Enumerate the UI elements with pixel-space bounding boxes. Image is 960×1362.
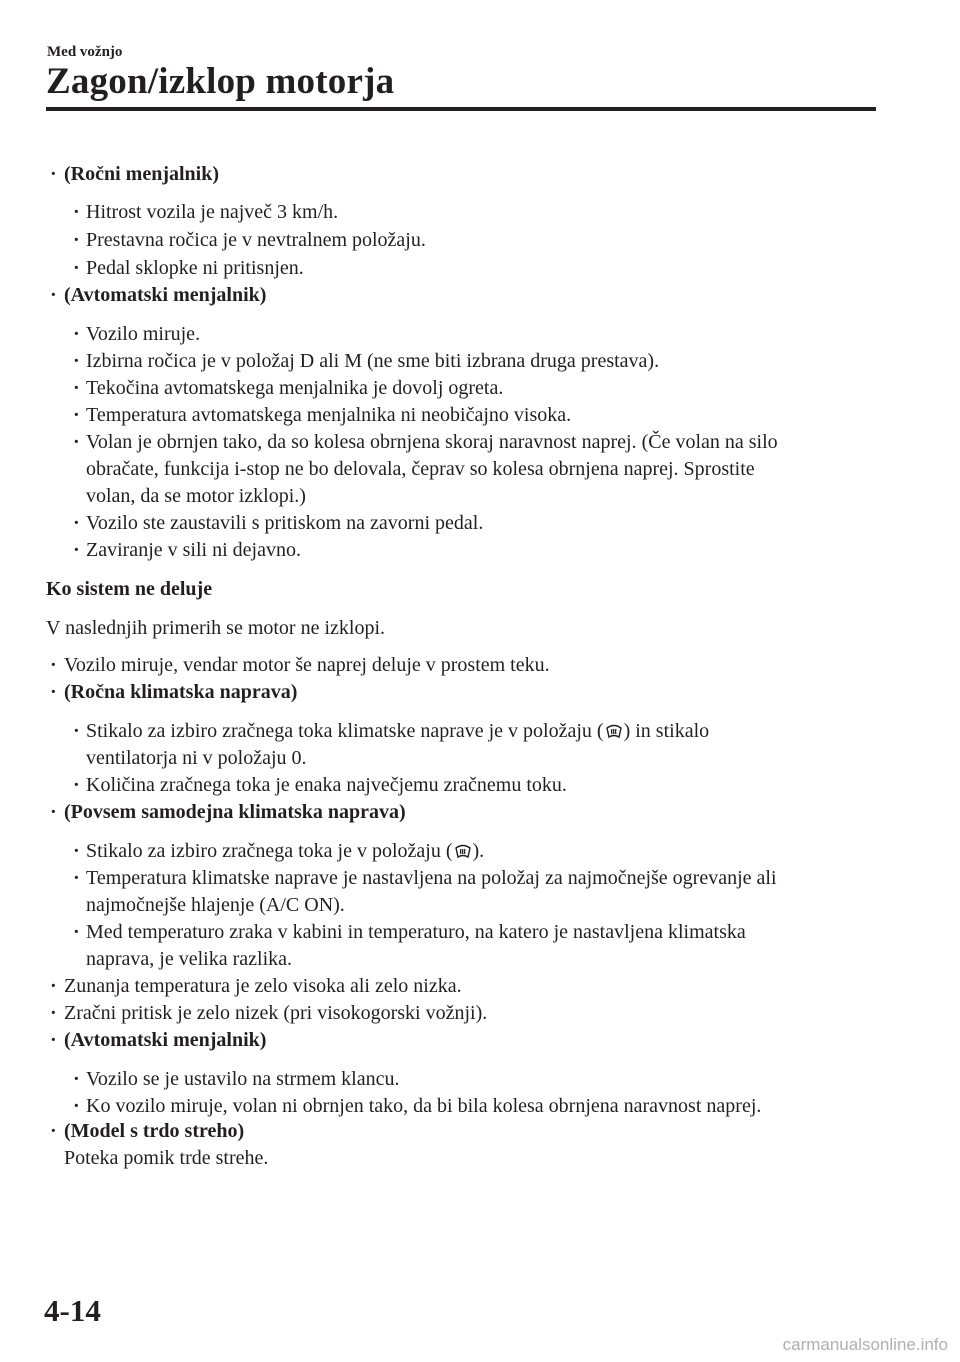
bullet	[73, 348, 83, 375]
bullet	[73, 919, 83, 946]
list-heading-auto-climate: · (Povsem samodejna klimatska naprava)	[64, 799, 406, 826]
bullet	[73, 1066, 83, 1093]
list-item: · Izbirna ročica je v položaj D ali M (ne sme biti izbrana druga prestava).	[86, 348, 659, 375]
windshield-defrost-icon	[605, 722, 623, 740]
list-item: · Zunanja temperatura je zelo visoka ali zelo nizka.	[64, 973, 462, 1000]
list-item: · Zračni pritisk je zelo nizek (pri visokogorski vožnji).	[64, 1000, 487, 1027]
bullet	[73, 718, 83, 745]
list-heading-automatic-transmission: · (Avtomatski menjalnik)	[64, 282, 266, 309]
bullet	[73, 1093, 83, 1120]
bullet	[50, 161, 60, 188]
page-title: Zagon/izklop motorja	[46, 61, 395, 102]
bullet	[73, 321, 83, 348]
list-item: · Stikalo za izbiro zračnega toka klimatske naprave je v položaju ( ) in stikalo	[86, 718, 709, 745]
bullet	[73, 838, 83, 865]
list-item: · Tekočina avtomatskega menjalnika je dovolj ogreta.	[86, 375, 503, 402]
list-item: · Vozilo miruje.	[86, 321, 200, 348]
section-heading: Ko sistem ne deluje	[46, 578, 213, 600]
bullet	[73, 865, 83, 892]
bullet	[50, 282, 60, 309]
bullet	[73, 199, 83, 226]
bullet	[50, 973, 60, 1000]
bullet	[73, 375, 83, 402]
list-item-continuation: naprava, je velika razlika.	[86, 948, 292, 970]
bullet	[50, 652, 60, 679]
list-item: · Vozilo miruje, vendar motor še naprej deluje v prostem teku.	[64, 652, 550, 679]
list-item-continuation: ventilatorja ni v položaju 0.	[86, 747, 307, 769]
list-item-continuation: najmočnejše hlajenje (A/C ON).	[86, 894, 345, 916]
list-item: · Volan je obrnjen tako, da so kolesa obrnjena skoraj naravnost naprej. (Če volan na silo	[86, 429, 778, 456]
list-item: · Zaviranje v sili ni dejavno.	[86, 537, 301, 564]
page-number: 4-14	[44, 1293, 101, 1328]
list-item: · Temperatura avtomatskega menjalnika ni neobičajno visoka.	[86, 402, 571, 429]
list-item: · Količina zračnega toka je enaka največjemu zračnemu toku.	[86, 772, 567, 799]
list-item: · Pedal sklopke ni pritisnjen.	[86, 255, 304, 282]
bullet	[73, 227, 83, 254]
bullet	[50, 799, 60, 826]
bullet	[73, 510, 83, 537]
list-item: · Hitrost vozila je največ 3 km/h.	[86, 199, 338, 226]
bullet	[50, 679, 60, 706]
list-item-continuation: Poteka pomik trde strehe.	[64, 1147, 269, 1169]
list-item-continuation: obračate, funkcija i-stop ne bo delovala, čeprav so kolesa obrnjena naprej. Sprostite	[86, 458, 755, 480]
list-heading-automatic-transmission: · (Avtomatski menjalnik)	[64, 1027, 266, 1054]
watermark: carmanualsonline.info	[782, 1335, 948, 1354]
list-item: · Prestavna ročica je v nevtralnem položaju.	[86, 227, 426, 254]
section-label: Med vožnjo	[47, 44, 123, 60]
bullet	[73, 537, 83, 564]
bullet	[50, 1027, 60, 1054]
list-heading-manual-climate: · (Ročna klimatska naprava)	[64, 679, 297, 706]
list-item-continuation: volan, da se motor izklopi.)	[86, 485, 306, 507]
bullet	[73, 429, 83, 456]
list-item: · Stikalo za izbiro zračnega toka je v položaju ( ).	[86, 838, 484, 865]
list-heading-text: (Ročni menjalnik)	[64, 163, 219, 185]
intro-text: V naslednjih primerih se motor ne izklopi.	[46, 617, 386, 639]
bullet	[50, 1118, 60, 1145]
list-item: · Vozilo se je ustavilo na strmem klancu.	[86, 1066, 399, 1093]
bullet	[50, 1000, 60, 1027]
list-heading-hardtop: · (Model s trdo streho)	[64, 1118, 244, 1145]
windshield-defrost-icon	[454, 842, 472, 860]
bullet	[73, 255, 83, 282]
list-item: · Temperatura klimatske naprave je nastavljena na položaj za najmočnejše ogrevanje ali	[86, 865, 777, 892]
list-item: · Med temperaturo zraka v kabini in temperaturo, na katero je nastavljena klimatska	[86, 919, 746, 946]
bullet	[73, 402, 83, 429]
list-item: · Ko vozilo miruje, volan ni obrnjen tako, da bi bila kolesa obrnjena naravnost naprej.	[86, 1093, 761, 1120]
list-item: · Vozilo ste zaustavili s pritiskom na zavorni pedal.	[86, 510, 483, 537]
bullet	[73, 772, 83, 799]
list-heading-manual-transmission	[64, 161, 219, 188]
